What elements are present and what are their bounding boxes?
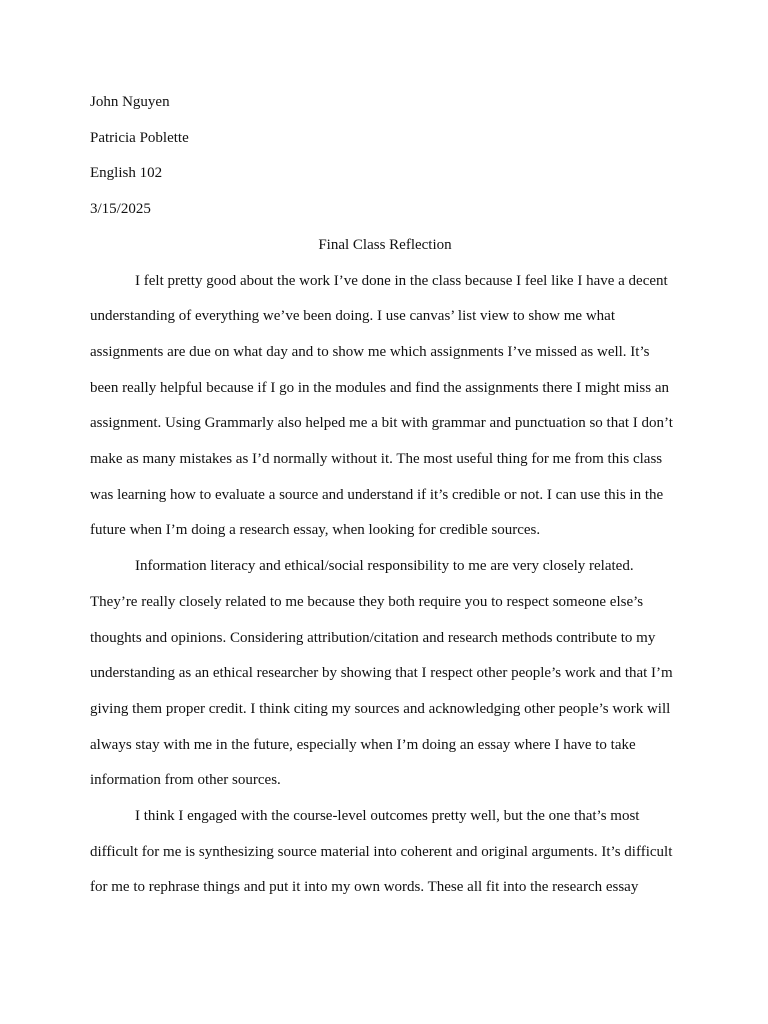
document-date: 3/15/2025 [90, 201, 151, 218]
paragraph-3 [90, 799, 680, 906]
document-title: Final Class Reflection [318, 236, 452, 253]
paragraph-line: giving them proper credit. I think citing my sources and acknowledging other people’s work will [90, 700, 671, 717]
paragraph-line: thoughts and opinions. Considering attribution/citation and research methods contribute to my [90, 629, 656, 646]
paragraph-line: future when I’m doing a research essay, when looking for credible sources. [90, 522, 541, 539]
paragraph-line: been really helpful because if I go in the modules and find the assignments there I might miss an [90, 379, 670, 396]
paragraph-2 [90, 549, 680, 799]
paragraph-line: I felt pretty good about the work I’ve done in the class because I feel like I have a decent [135, 272, 668, 289]
paragraph-line: for me to rephrase things and put it into my own words. These all fit into the research essay [90, 879, 639, 896]
paragraph-line: make as many mistakes as I’d normally without it. The most useful thing for me from this class [90, 451, 663, 468]
paragraph-line: always stay with me in the future, especially when I’m doing an essay where I have to take [90, 736, 636, 753]
paragraph-line: They’re really closely related to me because they both require you to respect someone else’s [90, 593, 644, 610]
student-name: John Nguyen [90, 94, 170, 110]
paragraph-line: assignments are due on what day and to show me which assignments I’ve missed as well. It’s [90, 343, 650, 360]
paragraph-line: information from other sources. [90, 772, 281, 789]
document-page [90, 85, 680, 906]
course-name: English 102 [90, 165, 163, 182]
paragraph-line: difficult for me is synthesizing source material into coherent and original arguments. It’s difficult [90, 843, 673, 860]
paragraph-line: assignment. Using Grammarly also helped me a bit with grammar and punctuation so that I don’t [90, 415, 673, 432]
instructor-name: Patricia Poblette [90, 129, 189, 146]
paragraph-1 [90, 264, 680, 550]
paragraph-line: understanding as an ethical researcher by showing that I respect other people’s work and that I’m [90, 665, 673, 682]
paragraph-line: understanding of everything we’ve been doing. I use canvas’ list view to show me what [90, 308, 615, 325]
paragraph-line: Information literacy and ethical/social responsibility to me are very closely related. [135, 558, 634, 575]
paragraph-line: was learning how to evaluate a source and understand if it’s credible or not. I can use this in the [90, 486, 664, 503]
paragraph-line: I think I engaged with the course-level outcomes pretty well, but the one that’s most [135, 808, 640, 825]
